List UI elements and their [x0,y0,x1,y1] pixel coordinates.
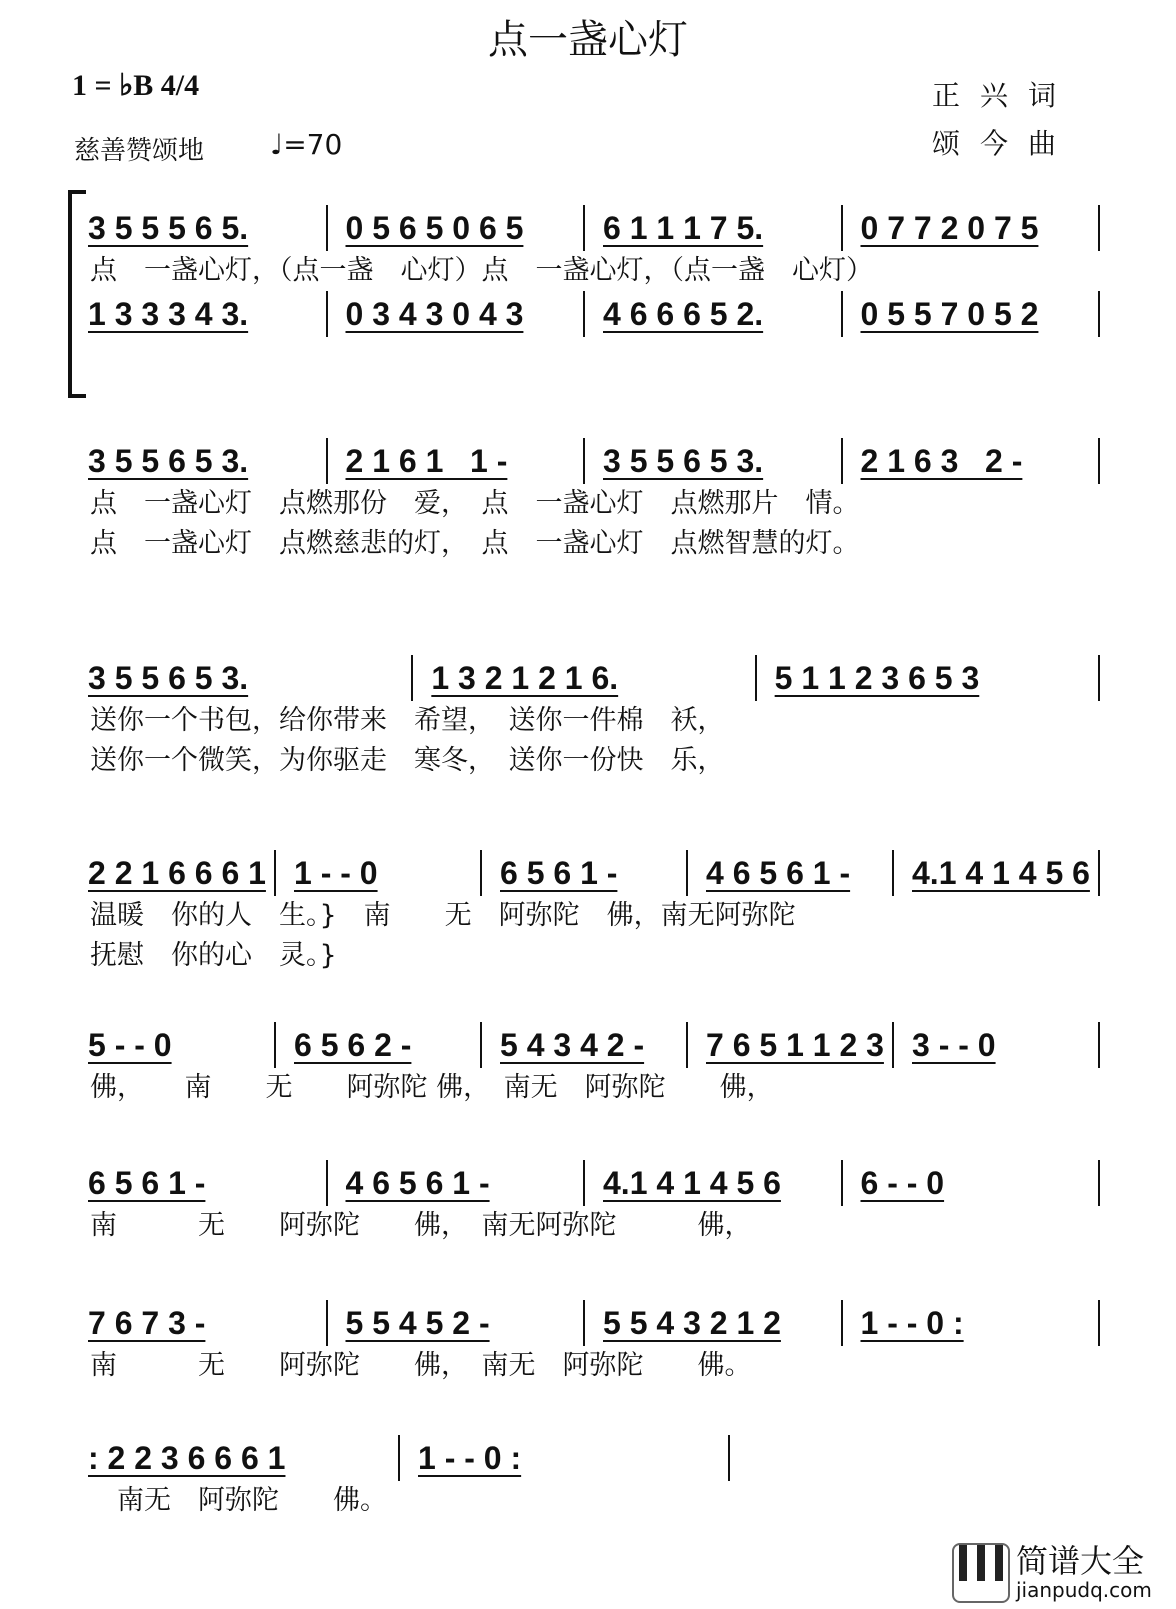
measure: 4 6 5 6 1 - [688,850,894,896]
score-row [70,438,1100,564]
lyric-line: 南 无 阿弥陀 佛， 南无 阿弥陀 佛。 [90,1350,752,1381]
notes-line [70,655,1100,701]
score-row [70,655,1100,781]
watermark-url: jianpudq.com [1016,1578,1152,1602]
lyric-line: 送你一个书包，给你带来 希望， 送你一件棉 袄， [90,705,725,736]
score-row [70,1022,1100,1108]
tempo-mark: ♩=70 [270,128,343,161]
notes-line [70,1022,1100,1068]
measure: 6 1 1 1 7 5. [585,205,843,251]
measure: 6 - - 0 [843,1160,1101,1206]
measure: 0 5 6 5 0 6 5 [328,205,586,251]
key-signature: 1 = ♭B 4/4 [72,69,200,102]
measure: 1 3 3 3 4 3. [70,291,328,337]
lyric-line: 送你一个微笑，为你驱走 寒冬， 送你一份快 乐， [90,745,725,776]
measure: 0 3 4 3 0 4 3 [328,291,586,337]
score-row [70,1160,1100,1246]
measure: 3 5 5 6 5 3. [585,438,843,484]
measure: 4.1 4 1 4 5 6 [585,1160,843,1206]
measure: 1 - - 0 : [400,1435,730,1481]
score-row [70,1300,1100,1386]
watermark-logo [952,1543,1152,1603]
composer: 颂今曲 [932,127,1077,160]
measure: 0 7 7 2 0 7 5 [843,205,1101,251]
measure: 1 - - 0 [276,850,482,896]
measure: 1 3 2 1 2 1 6. [413,655,756,701]
notes-line [70,850,1100,896]
lyricist: 正兴词 [932,79,1077,112]
watermark-name: 简谱大全 [1016,1542,1145,1580]
lyric-line: 点 一盏心灯，（点一盏 心灯）点 一盏心灯，（点一盏 心灯） [90,255,873,286]
measure: 7 6 5 1 1 2 3 [688,1022,894,1068]
measure: 6 5 6 2 - [276,1022,482,1068]
measure: 6 5 6 1 - [70,1160,328,1206]
measure: 4 6 6 6 5 2. [585,291,843,337]
notes-line [70,1300,1100,1346]
measure: 3 5 5 6 5 3. [70,438,328,484]
measure: 5 1 1 2 3 6 5 3 [757,655,1100,701]
lyric-line: 点 一盏心灯 点燃慈悲的灯， 点 一盏心灯 点燃智慧的灯。 [90,528,860,559]
notes-line [70,1160,1100,1206]
lyric-line: 温暖 你的人 生。} 南 无 阿弥陀 佛，南无阿弥陀 [90,900,796,931]
lyric-line: 点 一盏心灯 点燃那份 爱， 点 一盏心灯 点燃那片 情。 [90,488,860,519]
measure: 2 2 1 6 6 6 1 [70,850,276,896]
song-title: 点一盏心灯 [488,17,688,63]
measure: 4.1 4 1 4 5 6 [894,850,1100,896]
lyric-line: 南无 阿弥陀 佛。 [90,1485,387,1516]
measure: 4 6 5 6 1 - [328,1160,586,1206]
measure: 2 1 6 3 2 - [843,438,1101,484]
measure: 3 5 5 5 6 5. [70,205,328,251]
measure: 5 5 4 5 2 - [328,1300,586,1346]
notes-line [70,205,1100,251]
lyric-line: 佛， 南 无 阿弥陀 佛， 南无 阿弥陀 佛， [90,1072,774,1103]
notes-line [70,1435,730,1481]
piano-keys-icon [952,1543,1010,1603]
score-row [70,205,1100,337]
measure: 3 5 5 6 5 3. [70,655,413,701]
measure: 7 6 7 3 - [70,1300,328,1346]
score-row [70,1435,730,1521]
expression-mark: 慈善赞颂地 [74,136,205,166]
lyric-line: 抚慰 你的心 灵。} [90,940,337,971]
measure: 0 5 5 7 0 5 2 [843,291,1101,337]
measure: 5 - - 0 [70,1022,276,1068]
measure: 1 - - 0 : [843,1300,1101,1346]
measure: 5 4 3 4 2 - [482,1022,688,1068]
measure: 6 5 6 1 - [482,850,688,896]
notes-line [70,291,1100,337]
measure: : 2 2 3 6 6 6 1 [70,1435,400,1481]
score-row [70,850,1100,976]
measure: 3 - - 0 [894,1022,1100,1068]
lyric-line: 南 无 阿弥陀 佛， 南无阿弥陀 佛， [90,1210,752,1241]
measure: 2 1 6 1 1 - [328,438,586,484]
measure: 5 5 4 3 2 1 2 [585,1300,843,1346]
notes-line [70,438,1100,484]
